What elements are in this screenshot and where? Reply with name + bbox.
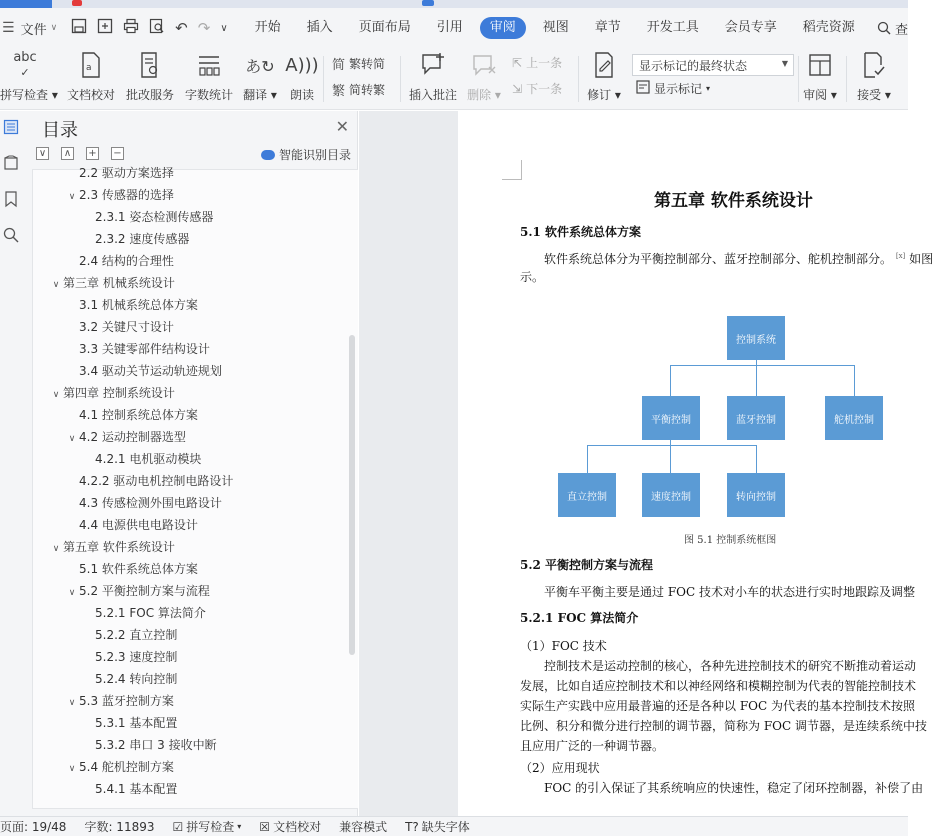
- show-markup-label: 显示标记: [654, 82, 703, 96]
- toc-item-label: 2.3.1 姿态检测传感器: [95, 210, 214, 224]
- diagram-node-root: 控制系统: [727, 316, 785, 360]
- subheading-foc: （1）FOC 技术: [520, 639, 607, 653]
- show-markup-icon: [636, 80, 650, 97]
- toc-item[interactable]: [65, 316, 174, 338]
- paragraph-application: FOC 的引入保证了其系统响应的快速性，稳定了闭环控制器，补偿了由: [544, 781, 924, 795]
- next-comment-button[interactable]: [512, 80, 562, 97]
- word-count-icon: [182, 50, 236, 80]
- traditional-icon: 简: [332, 58, 346, 73]
- wps-home-tab[interactable]: [0, 0, 52, 8]
- toc-item-label: 4.3 传感检测外围电路设计: [79, 496, 222, 510]
- tab-docer[interactable]: 稻壳资源: [802, 20, 855, 35]
- revise-label: 修订: [587, 88, 612, 102]
- toc-list: [32, 166, 358, 809]
- expand-toggle-icon[interactable]: ∨: [52, 280, 60, 290]
- chapter-nav-icon[interactable]: [0, 155, 22, 175]
- status-spell-check-label: 拼写检查: [186, 820, 235, 834]
- missing-font-label: 缺失字体: [421, 820, 470, 834]
- doc-proof-label: 文档校对: [66, 88, 115, 102]
- toc-item-label: 4.2 运动控制器选型: [79, 430, 186, 444]
- diagram-node-steering: 转向控制: [727, 473, 785, 517]
- doc-proof-status-icon: ☒: [259, 819, 271, 834]
- to-traditional-button[interactable]: [332, 54, 385, 73]
- remove-level-icon[interactable]: −: [111, 147, 124, 160]
- paragraph-foc-line: 实际生产实践中应用最普遍的还是各种以 FOC 为代表的基本控制技术按照: [520, 699, 915, 713]
- expand-toggle-icon[interactable]: ∨: [52, 390, 60, 400]
- subheading-application: （2）应用现状: [520, 761, 600, 775]
- revise-icon: [584, 50, 624, 80]
- batch-service-button[interactable]: [122, 50, 178, 103]
- paragraph-5-1-text: 软件系统总体分为平衡控制部分、蓝牙控制部分、舵机控制部分。: [544, 252, 893, 266]
- prev-comment-button[interactable]: [512, 54, 562, 71]
- diagram-node-balance: 平衡控制: [642, 396, 700, 440]
- batch-service-label: 批改服务: [125, 88, 174, 102]
- print-icon[interactable]: [123, 18, 139, 38]
- tab-start[interactable]: 开始: [254, 20, 281, 35]
- toc-nav-icon[interactable]: [0, 119, 22, 139]
- review-pane-icon: [800, 50, 840, 80]
- heading-5-2: 5.2 平衡控制方案与流程: [520, 558, 654, 572]
- tab-references[interactable]: 引用: [436, 20, 463, 35]
- toc-item[interactable]: [65, 558, 198, 580]
- toc-item[interactable]: [65, 580, 210, 602]
- spell-check-label: 拼写检查: [0, 88, 49, 102]
- toc-item-label: 2.2 驱动方案选择: [79, 166, 174, 180]
- toc-item[interactable]: [81, 712, 177, 734]
- toc-item-label: 5.3 蓝牙控制方案: [79, 694, 174, 708]
- smart-toc-button[interactable]: [261, 146, 351, 163]
- toc-item[interactable]: [81, 778, 177, 800]
- diagram-connector: [670, 445, 671, 473]
- markup-mode-value: 显示标记的最终状态: [639, 59, 748, 73]
- paragraph-foc-line: 比例、积分和微分进行控制的调节器，简称为 FOC 调节器，是连续系统中技: [520, 719, 927, 733]
- paragraph-5-1-tail: 如图: [909, 252, 933, 266]
- toc-item[interactable]: [65, 250, 174, 272]
- ribbon-separator: [578, 56, 579, 102]
- expand-toggle-icon[interactable]: ∨: [68, 764, 76, 774]
- tab-section[interactable]: 章节: [594, 20, 621, 35]
- expand-toggle-icon[interactable]: ∨: [52, 544, 60, 554]
- toc-item[interactable]: [49, 382, 175, 404]
- spell-check-icon: abc ✓: [13, 50, 37, 79]
- page-margin-mark: [502, 160, 522, 180]
- toc-item-label: 第三章 机械系统设计: [63, 276, 175, 290]
- toc-item-label: 5.2 平衡控制方案与流程: [79, 584, 210, 598]
- undo-icon[interactable]: ↶: [175, 19, 188, 37]
- collapse-all-icon[interactable]: ∨: [36, 147, 49, 160]
- diagram-connector: [587, 445, 757, 446]
- status-doc-proof[interactable]: [250, 818, 330, 835]
- diagram-node-bluetooth: 蓝牙控制: [727, 396, 785, 440]
- word-count-indicator[interactable]: 字数: 11893: [84, 820, 155, 834]
- checkbox-icon: ☑: [172, 819, 184, 834]
- tab-view[interactable]: 视图: [542, 20, 569, 35]
- diagram-connector: [756, 445, 757, 473]
- read-aloud-label: 朗读: [289, 88, 314, 102]
- quick-access-toolbar: [65, 18, 241, 38]
- toc-item[interactable]: [49, 536, 175, 558]
- status-bar: [0, 816, 908, 836]
- toc-item[interactable]: [81, 624, 177, 646]
- next-comment-icon: ⇲: [512, 81, 523, 96]
- toc-item[interactable]: [65, 690, 174, 712]
- prev-comment-icon: ⇱: [512, 55, 523, 70]
- expand-toggle-icon[interactable]: ∨: [68, 434, 76, 444]
- accept-label: 接受: [857, 88, 882, 102]
- paragraph-5-2: 平衡车平衡主要是通过 FOC 技术对小车的状态进行实时地跟踪及调整: [544, 585, 915, 599]
- toc-item-label: 5.2.2 直立控制: [95, 628, 178, 642]
- find-icon[interactable]: [0, 227, 22, 247]
- toc-item-label: 4.2.2 驱动电机控制电路设计: [79, 474, 234, 488]
- next-comment-label: 下一条: [526, 82, 563, 96]
- toc-item-label: 5.2.3 速度控制: [95, 650, 178, 664]
- missing-font-button[interactable]: [396, 818, 479, 835]
- figure-caption: 图 5.1 控制系统框图: [684, 535, 777, 546]
- diagram-node-servo: 舵机控制: [825, 396, 883, 440]
- toc-item[interactable]: [65, 294, 198, 316]
- diagram-connector: [587, 445, 588, 473]
- toc-item-label: 5.3.1 基本配置: [95, 716, 178, 730]
- pdf-tab-icon[interactable]: [72, 0, 82, 6]
- toc-item-label: 2.4 结构的合理性: [79, 254, 174, 268]
- toc-item-label: 4.2.1 电机驱动模块: [95, 452, 202, 466]
- diagram-node-upright: 直立控制: [558, 473, 616, 517]
- toc-panel: [22, 111, 358, 816]
- font-icon: T?: [405, 819, 419, 834]
- simplified-icon: 繁: [332, 84, 346, 99]
- smart-recognize-icon: [261, 150, 275, 160]
- compat-mode-indicator: 兼容模式: [339, 820, 388, 834]
- toc-item-label: 5.4 舵机控制方案: [79, 760, 174, 774]
- chapter-heading: 第五章 软件系统设计: [654, 191, 813, 211]
- citation-ref[interactable]: [x]: [895, 252, 906, 260]
- bookmark-icon[interactable]: [0, 191, 22, 211]
- toc-item[interactable]: [49, 272, 175, 294]
- chevron-down-icon: ∨: [50, 23, 58, 33]
- diagram-connector: [756, 365, 757, 396]
- toc-item-label: 3.4 驱动关节运动轨迹规划: [79, 364, 222, 378]
- heading-5-2-1: 5.2.1 FOC 算法简介: [520, 611, 639, 625]
- accept-button[interactable]: 接受 ▾: [852, 50, 896, 103]
- toc-item-label: 第四章 控制系统设计: [63, 386, 175, 400]
- toc-item[interactable]: [81, 734, 217, 756]
- word-count-button[interactable]: [182, 50, 236, 103]
- revise-button[interactable]: 修订 ▾: [584, 50, 624, 103]
- search-label: 查: [894, 22, 908, 38]
- tab-insert[interactable]: 插入: [306, 20, 333, 35]
- paragraph-5-1: [544, 250, 933, 267]
- nav-rail: [0, 111, 22, 816]
- toc-item-label: 第五章 软件系统设计: [63, 540, 175, 554]
- svg-text:a: a: [86, 63, 92, 73]
- toc-item[interactable]: [81, 668, 177, 690]
- toc-item-label: 3.3 关键零部件结构设计: [79, 342, 210, 356]
- doc-proof-icon: [64, 50, 118, 80]
- redo-icon[interactable]: ↷: [197, 19, 211, 37]
- close-icon[interactable]: ✕: [335, 117, 349, 136]
- toc-controls: [36, 147, 124, 160]
- tab-developer[interactable]: 开发工具: [646, 20, 699, 35]
- file-menu[interactable]: [0, 19, 65, 38]
- paragraph-5-1-cont: 示。: [520, 270, 545, 284]
- toc-item[interactable]: [65, 514, 198, 536]
- heading-5-1: 5.1 软件系统总体方案: [520, 225, 642, 239]
- expand-toggle-icon[interactable]: ∨: [68, 588, 76, 598]
- delete-comment-button[interactable]: 删除 ▾: [464, 50, 504, 103]
- toc-item-label: 2.3.2 速度传感器: [95, 232, 190, 246]
- status-spell-check[interactable]: [164, 818, 251, 835]
- translate-button[interactable]: あ↻ 翻译 ▾: [240, 50, 280, 103]
- toc-item-label: 5.1 软件系统总体方案: [79, 562, 198, 576]
- toc-item[interactable]: [65, 162, 174, 184]
- hamburger-icon: ☰: [2, 20, 15, 36]
- print-preview-icon[interactable]: [149, 18, 165, 38]
- toc-item-label: 2.3 传感器的选择: [79, 188, 174, 202]
- read-aloud-button[interactable]: [284, 50, 320, 103]
- toc-item[interactable]: [65, 184, 174, 206]
- toc-item[interactable]: [81, 448, 201, 470]
- diagram-node-speed: 速度控制: [642, 473, 700, 517]
- toc-item[interactable]: [81, 228, 189, 250]
- toc-item-label: 4.4 电源供电电路设计: [79, 518, 198, 532]
- page-indicator[interactable]: 页面: 19/48: [0, 820, 67, 834]
- ribbon-separator: [798, 56, 799, 102]
- comment-delete-icon: [464, 50, 504, 80]
- ribbon-review: [0, 48, 908, 110]
- paragraph-foc-line: 控制技术是运动控制的核心，各种先进控制技术的研究不断推动着运动: [544, 659, 917, 673]
- toc-item[interactable]: [65, 338, 210, 360]
- markup-mode-select[interactable]: [632, 54, 794, 76]
- show-markup-button[interactable]: [636, 80, 710, 97]
- search-icon: [877, 21, 891, 35]
- comment-add-icon: [406, 50, 460, 80]
- toc-item[interactable]: [65, 492, 222, 514]
- translate-label: 翻译: [243, 88, 268, 102]
- menu-bar: [0, 8, 908, 48]
- ribbon-separator: [323, 56, 324, 102]
- review-pane-label: 审阅: [803, 88, 828, 102]
- batch-service-icon: [122, 50, 178, 80]
- doc-tab-icon[interactable]: [422, 0, 434, 6]
- translate-icon: あ↻: [245, 56, 275, 76]
- toc-item[interactable]: [65, 404, 198, 426]
- toc-scrollbar[interactable]: [349, 335, 355, 655]
- insert-comment-label: 插入批注: [408, 88, 457, 102]
- toc-item-label: 3.1 机械系统总体方案: [79, 298, 198, 312]
- toc-item[interactable]: [65, 426, 186, 448]
- paragraph-foc-line: 且应用广泛的一种调节器。: [520, 739, 665, 753]
- toc-title: 目录: [42, 120, 78, 141]
- prev-comment-label: 上一条: [526, 56, 563, 70]
- expand-all-icon[interactable]: ∧: [61, 147, 74, 160]
- to-simplified-label: 简转繁: [349, 83, 386, 97]
- toc-item[interactable]: [81, 206, 213, 228]
- paragraph-foc-line: 发展，比如自适应控制技术和以神经网络和模糊控制为代表的智能控制技术: [520, 679, 917, 693]
- expand-toggle-icon[interactable]: ∨: [68, 698, 76, 708]
- export-icon[interactable]: [97, 18, 113, 38]
- tab-member[interactable]: 会员专享: [724, 20, 777, 35]
- window-tab-strip: [0, 0, 908, 8]
- toc-item-label: 5.4.1 基本配置: [95, 782, 178, 796]
- toc-item[interactable]: [65, 470, 233, 492]
- search-box[interactable]: [877, 19, 908, 38]
- read-aloud-icon: A))): [285, 54, 319, 76]
- expand-toggle-icon[interactable]: ∨: [68, 192, 76, 202]
- chevron-down-icon: ▾: [706, 84, 711, 93]
- accept-icon: [852, 50, 896, 80]
- to-traditional-label: 繁转简: [349, 57, 386, 71]
- toc-item[interactable]: [81, 646, 177, 668]
- toc-item[interactable]: [65, 360, 222, 382]
- tab-review[interactable]: 审阅: [480, 17, 526, 39]
- tab-page-layout[interactable]: 页面布局: [358, 20, 411, 35]
- add-level-icon[interactable]: +: [86, 147, 99, 160]
- customize-qa-icon[interactable]: ∨: [220, 22, 228, 34]
- toc-item-label: 3.2 关键尺寸设计: [79, 320, 174, 334]
- toc-item[interactable]: [65, 756, 174, 778]
- word-count-label: 字数统计: [184, 88, 233, 102]
- to-simplified-button[interactable]: [332, 80, 385, 99]
- chevron-down-icon: ▼: [781, 59, 788, 68]
- toc-item-label: 4.1 控制系统总体方案: [79, 408, 198, 422]
- ribbon-separator: [846, 56, 847, 102]
- smart-toc-label: 智能识别目录: [278, 148, 351, 162]
- toc-item-label: 5.2.1 FOC 算法简介: [95, 606, 206, 620]
- chevron-down-icon: ▾: [237, 822, 242, 831]
- file-menu-label: 文件: [20, 22, 47, 38]
- diagram-connector: [854, 365, 855, 396]
- toc-item-label: 5.3.2 串口 3 接收中断: [95, 738, 217, 752]
- save-icon[interactable]: [71, 18, 87, 38]
- doc-proof-button[interactable]: [64, 50, 118, 103]
- diagram-connector: [670, 365, 855, 366]
- toc-item[interactable]: [81, 602, 206, 624]
- spell-check-button[interactable]: abc ✓ 拼写检查 ▾: [0, 50, 58, 102]
- ribbon-separator: [400, 56, 401, 102]
- delete-comment-label: 删除: [467, 88, 492, 102]
- toc-item-label: 5.2.4 转向控制: [95, 672, 178, 686]
- status-doc-proof-label: 文档校对: [273, 820, 322, 834]
- review-pane-button[interactable]: 审阅 ▾: [800, 50, 840, 103]
- diagram-connector: [670, 365, 671, 396]
- insert-comment-button[interactable]: [406, 50, 460, 103]
